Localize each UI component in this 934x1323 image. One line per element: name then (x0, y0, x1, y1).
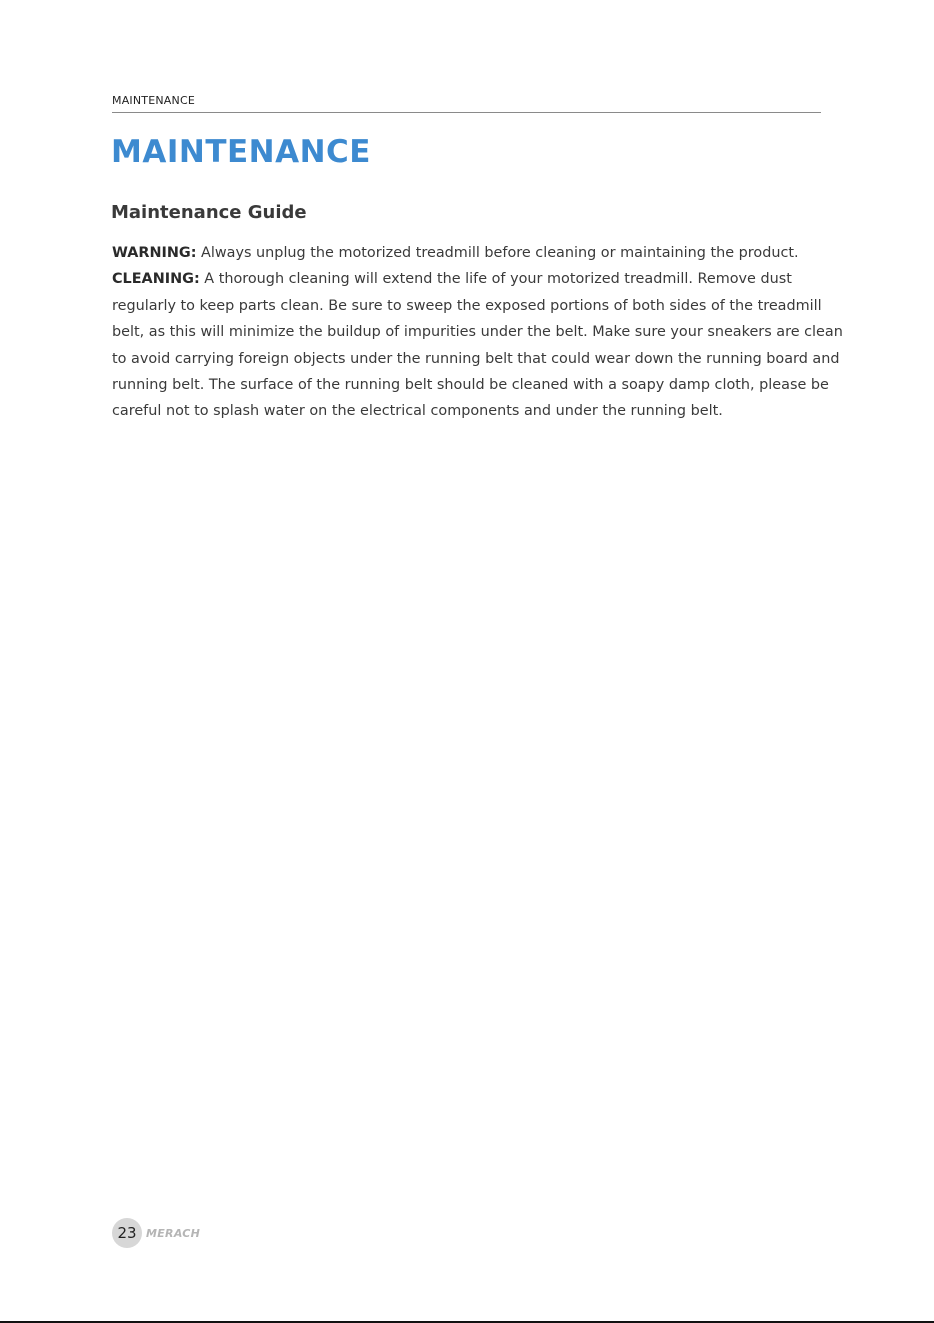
cleaning-label: CLEANING: (112, 271, 200, 288)
page-number-badge: 23 (112, 1218, 142, 1248)
header-divider (112, 112, 821, 113)
brand-logo: MERACH (146, 1226, 201, 1240)
warning-text: Always unplug the motorized treadmill before cleaning or maintaining the product. (196, 245, 799, 261)
running-header: MAINTENANCE (112, 94, 195, 107)
cleaning-paragraph (112, 266, 847, 424)
maintenance-body (112, 240, 847, 425)
page-footer (112, 1218, 200, 1248)
page-title: MAINTENANCE (111, 134, 371, 170)
warning-paragraph (112, 240, 847, 266)
warning-label: WARNING: (112, 245, 197, 261)
cleaning-text: A thorough cleaning will extend the life of your motorized treadmill. Remove dust regularly to keep parts clean. Be sure to sweep the exposed portions of both sides of the treadmill belt, as this will minimize the buildup of impurities under the belt. Make sure your sneakers are clean to avoid carrying foreign objects under the running belt that could wear down the running board and running belt. The surface of the running belt should be cleaned with a soapy damp cloth, please be careful not to splash water on the electrical components and under the running belt. (112, 271, 843, 420)
section-heading: Maintenance Guide (111, 202, 307, 223)
